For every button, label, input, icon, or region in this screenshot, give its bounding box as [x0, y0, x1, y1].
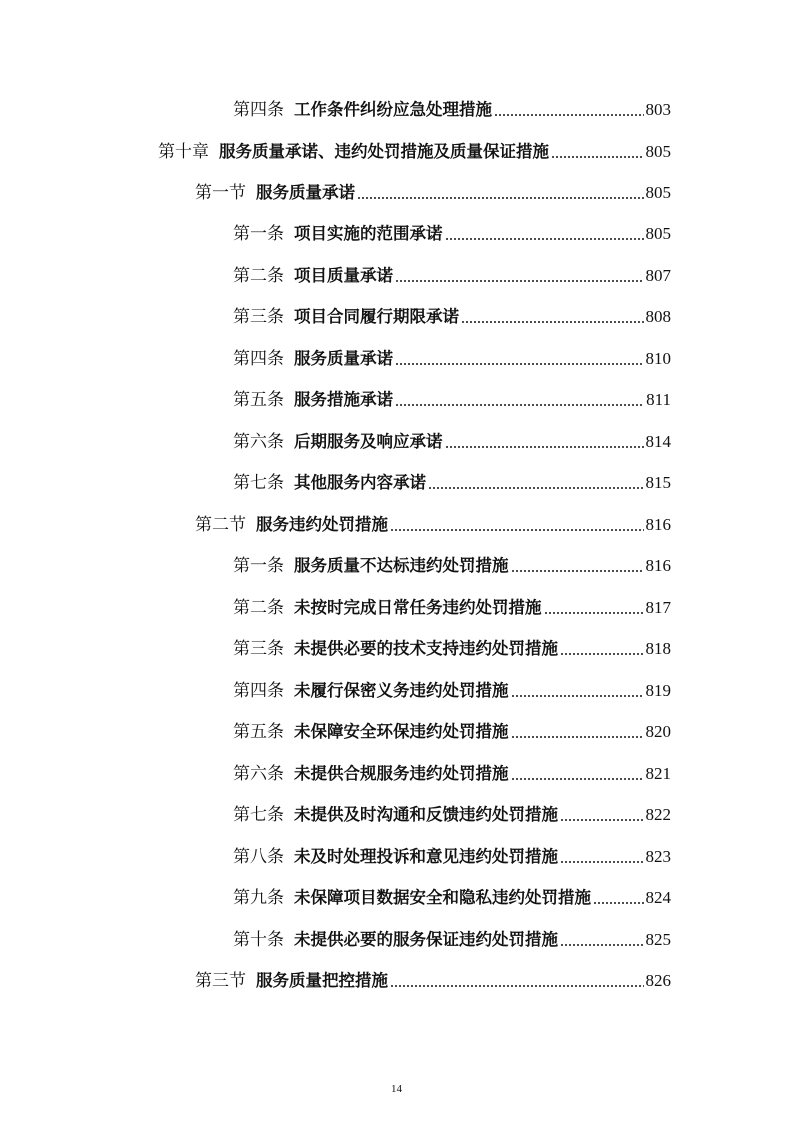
toc-entry-title: 服务质量不达标违约处罚措施 — [294, 556, 509, 575]
toc-entry[interactable] — [233, 843, 671, 871]
toc-entry-page: 823 — [645, 847, 671, 866]
toc-entry-page: 816 — [645, 515, 671, 534]
toc-entry[interactable] — [195, 967, 671, 995]
toc-entry-title: 未保障项目数据安全和隐私违约处罚措施 — [294, 888, 591, 907]
toc-entry[interactable] — [233, 635, 671, 663]
toc-entry[interactable] — [233, 220, 671, 248]
toc-entry-number: 第四条 — [233, 681, 284, 701]
toc-entry-number: 第三条 — [233, 307, 284, 327]
toc-entry-page: 808 — [645, 307, 671, 326]
toc-entry-title: 服务质量承诺、违约处罚措施及质量保证措施 — [219, 142, 549, 161]
toc-entry-title: 后期服务及响应承诺 — [294, 432, 443, 451]
toc-entry[interactable] — [233, 760, 671, 788]
toc-entry-number: 第三节 — [195, 971, 246, 991]
toc-entry-title: 未保障安全环保违约处罚措施 — [294, 722, 509, 741]
toc-entry-page: 805 — [645, 224, 671, 243]
toc-entry-number: 第三条 — [233, 639, 284, 659]
toc-entry-number: 第六条 — [233, 764, 284, 784]
toc-entry[interactable] — [233, 718, 671, 746]
toc-entry-number: 第五条 — [233, 722, 284, 742]
toc-entry-title: 未提供合规服务违约处罚措施 — [294, 764, 509, 783]
dot-leader — [395, 363, 644, 365]
dot-leader — [551, 156, 644, 158]
toc-entry-number: 第四条 — [233, 349, 284, 369]
dot-leader — [445, 446, 644, 448]
toc-entry-number: 第一条 — [233, 556, 284, 576]
dot-leader — [494, 114, 644, 116]
toc-entry[interactable] — [158, 138, 671, 166]
toc-entry-number: 第七条 — [233, 473, 284, 493]
toc-entry-number: 第四条 — [233, 100, 284, 120]
toc-entry[interactable] — [233, 677, 671, 705]
toc-entry-page: 815 — [645, 473, 671, 492]
dot-leader — [357, 197, 644, 199]
toc-entry[interactable] — [195, 511, 671, 539]
toc-entry-page: 819 — [645, 681, 671, 700]
dot-leader — [511, 778, 644, 780]
toc-entry-page: 822 — [645, 805, 671, 824]
toc-entry-title: 未提供必要的服务保证违约处罚措施 — [294, 930, 558, 949]
dot-leader — [395, 280, 644, 282]
dot-leader — [390, 529, 644, 531]
toc-entry-title: 服务质量承诺 — [294, 349, 393, 368]
dot-leader — [445, 238, 644, 240]
dot-leader — [395, 404, 644, 406]
toc-entry-title: 服务质量把控措施 — [256, 971, 388, 990]
toc-entry-number: 第二条 — [233, 266, 284, 286]
toc-entry-title: 其他服务内容承诺 — [294, 473, 426, 492]
dot-leader — [593, 902, 644, 904]
toc-entry[interactable] — [233, 926, 671, 954]
toc-entry-title: 项目实施的范围承诺 — [294, 224, 443, 243]
toc-entry-number: 第五条 — [233, 390, 284, 410]
toc-entry-number: 第十条 — [233, 930, 284, 950]
dot-leader — [544, 612, 644, 614]
toc-entry[interactable] — [233, 552, 671, 580]
toc-entry-title: 服务违约处罚措施 — [256, 515, 388, 534]
dot-leader — [428, 487, 644, 489]
toc-entry[interactable] — [233, 884, 671, 912]
toc-entry-number: 第九条 — [233, 888, 284, 908]
toc-entry[interactable] — [233, 345, 671, 373]
footer-page-number: 14 — [391, 1083, 402, 1095]
toc-entry-page: 818 — [645, 639, 671, 658]
toc-entry-number: 第六条 — [233, 432, 284, 452]
toc-entry-number: 第八条 — [233, 847, 284, 867]
toc-entry[interactable] — [233, 303, 671, 331]
toc-entry-number: 第一条 — [233, 224, 284, 244]
toc-entry-page: 805 — [645, 142, 671, 161]
toc-entry[interactable] — [233, 262, 671, 290]
toc-entry-page: 814 — [645, 432, 671, 451]
toc-entry-page: 803 — [645, 100, 671, 119]
dot-leader — [511, 736, 644, 738]
toc-entry-page: 820 — [645, 722, 671, 741]
toc-entry-title: 未及时处理投诉和意见违约处罚措施 — [294, 847, 558, 866]
toc-entry-title: 服务质量承诺 — [256, 183, 355, 202]
toc-entry-number: 第二条 — [233, 598, 284, 618]
dot-leader — [560, 861, 644, 863]
dot-leader — [511, 695, 644, 697]
toc-entry-page: 805 — [645, 183, 671, 202]
toc-entry-title: 未履行保密义务违约处罚措施 — [294, 681, 509, 700]
toc-entry-page: 807 — [645, 266, 671, 285]
toc-entry-page: 811 — [646, 390, 671, 409]
toc-entry-title: 工作条件纠纷应急处理措施 — [294, 100, 492, 119]
toc-entry-page: 816 — [645, 556, 671, 575]
toc-entry-page: 810 — [645, 349, 671, 368]
toc-entry[interactable] — [233, 594, 671, 622]
toc-entry-page: 824 — [645, 888, 671, 907]
toc-entry-page: 821 — [645, 764, 671, 783]
dot-leader — [461, 321, 644, 323]
toc-entry-title: 服务措施承诺 — [294, 390, 393, 409]
toc-entry-page: 826 — [645, 971, 671, 990]
dot-leader — [560, 653, 644, 655]
dot-leader — [560, 944, 644, 946]
toc-entry-page: 825 — [645, 930, 671, 949]
toc-entry-title: 未提供及时沟通和反馈违约处罚措施 — [294, 805, 558, 824]
toc-entry-title: 项目质量承诺 — [294, 266, 393, 285]
toc-entry-number: 第一节 — [195, 183, 246, 203]
toc-entry[interactable] — [233, 428, 671, 456]
dot-leader — [390, 985, 644, 987]
toc-entry[interactable] — [233, 801, 671, 829]
toc-entry-title: 项目合同履行期限承诺 — [294, 307, 459, 326]
toc-entry-title: 未按时完成日常任务违约处罚措施 — [294, 598, 542, 617]
toc-entry-number: 第二节 — [195, 515, 246, 535]
toc-entry-number: 第七条 — [233, 805, 284, 825]
toc-entry[interactable] — [233, 386, 671, 414]
dot-leader — [560, 819, 644, 821]
toc-entry[interactable] — [233, 469, 671, 497]
toc-entry[interactable] — [233, 96, 671, 124]
dot-leader — [511, 570, 644, 572]
toc-entry-page: 817 — [645, 598, 671, 617]
toc-entry[interactable] — [195, 179, 671, 207]
toc-entry-number: 第十章 — [158, 142, 209, 162]
toc-entry-title: 未提供必要的技术支持违约处罚措施 — [294, 639, 558, 658]
